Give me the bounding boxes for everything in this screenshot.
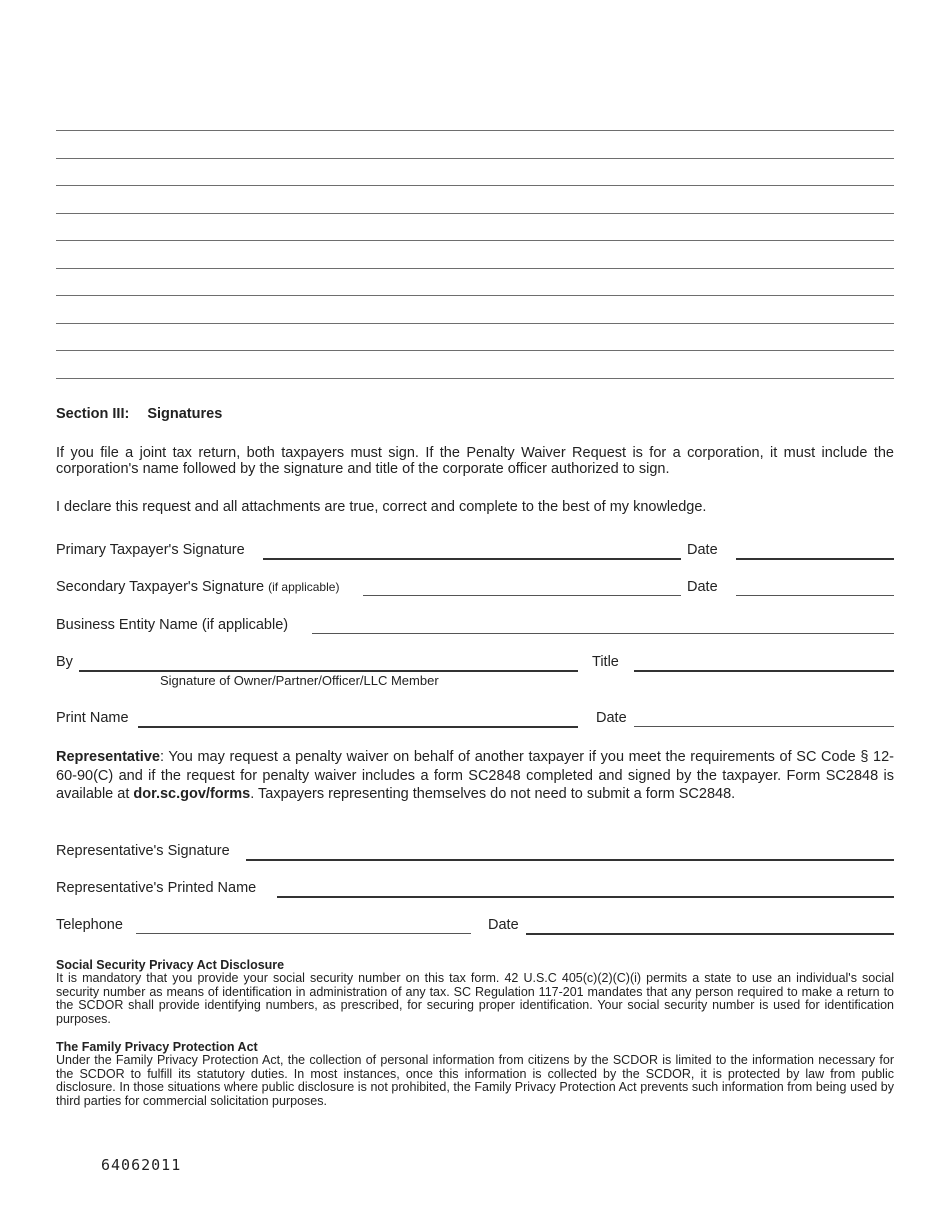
section-label: Section III:: [56, 406, 130, 422]
explanation-lines[interactable]: [56, 130, 894, 405]
telephone-label: Telephone: [56, 917, 123, 933]
secondary-signature-field[interactable]: [363, 595, 681, 596]
writing-line[interactable]: [56, 295, 894, 323]
primary-signature-field[interactable]: [263, 558, 681, 560]
rep-printed-name-row: [56, 880, 894, 900]
ss-privacy-text: It is mandatory that you provide your social security number on this tax form. 42 U.S.C 405(c)(2)(C)(i) permits a state to use an individual's social security number as means of identification in administration of any tax. SC Regulation 117-201 mandates that any person required to make a return to the SCDOR shall provide identifying numbers, as prescribed, for securing proper identification. Your social security number is used for identification purposes.: [56, 971, 894, 1026]
if-applicable-note: (if applicable): [268, 580, 340, 594]
rep-signature-field[interactable]: [246, 859, 894, 861]
owner-signature-caption: Signature of Owner/Partner/Officer/LLC Member: [160, 673, 439, 688]
family-privacy-heading: The Family Privacy Protection Act: [56, 1040, 258, 1054]
declaration-text: I declare this request and all attachments are true, correct and complete to the best of my knowledge.: [56, 499, 707, 515]
writing-line[interactable]: [56, 378, 894, 406]
print-name-field[interactable]: [138, 726, 578, 728]
family-privacy-text: Under the Family Privacy Protection Act, the collection of personal information from citizens by the SCDOR is limited to the information necessary for the SCDOR to fulfill its statutory duties. In most instances, once this information is collected by the SCDOR, it is protected by law from public disclosure. In those situations where public disclosure is not prohibited, the Family Privacy Protection Act prevents such information from being used by third parties for commercial solicitation purposes.: [56, 1053, 894, 1108]
writing-line[interactable]: [56, 240, 894, 268]
representative-lead: Representative: [56, 749, 160, 765]
ss-privacy-heading: Social Security Privacy Act Disclosure: [56, 958, 285, 972]
by-label: By: [56, 654, 73, 670]
rep-date-label: Date: [488, 917, 519, 933]
writing-line[interactable]: [56, 213, 894, 241]
secondary-signature-label: Secondary Taxpayer's Signature (if applicable): [56, 579, 340, 595]
primary-date-label: Date: [687, 542, 718, 558]
business-entity-label: Business Entity Name (if applicable): [56, 617, 289, 633]
writing-line[interactable]: [56, 130, 894, 158]
rep-signature-label: Representative's Signature: [56, 843, 230, 859]
primary-date-field[interactable]: [736, 558, 894, 560]
secondary-date-field[interactable]: [736, 595, 894, 596]
rep-date-field[interactable]: [526, 933, 894, 935]
telephone-row: [56, 917, 894, 937]
print-name-row: [56, 710, 894, 730]
rep-printed-name-field[interactable]: [277, 896, 894, 898]
representative-paragraph: Representative: You may request a penalty waiver on behalf of another taxpayer if you meet the requirements of SC Code § 12-60-90(C) and if the request for penalty waiver includes a form SC2848 completed and signed by the taxpayer. Form SC2848 is available at dor.sc.gov/forms. Taxpayers representing themselves do not need to submit a form SC2848.: [56, 749, 894, 802]
secondary-date-label: Date: [687, 579, 718, 595]
print-date-field[interactable]: [634, 726, 894, 727]
title-field[interactable]: [634, 670, 894, 672]
owner-signature-field[interactable]: [79, 670, 578, 672]
print-name-label: Print Name: [56, 710, 129, 726]
telephone-field[interactable]: [136, 933, 471, 934]
writing-line[interactable]: [56, 185, 894, 213]
secondary-signature-row: [56, 579, 894, 599]
by-title-row: [56, 654, 894, 688]
primary-signature-label: Primary Taxpayer's Signature: [56, 542, 245, 558]
writing-line[interactable]: [56, 158, 894, 186]
writing-line[interactable]: [56, 323, 894, 351]
rep-signature-row: [56, 843, 894, 863]
primary-signature-row: [56, 542, 894, 562]
print-date-label: Date: [596, 710, 627, 726]
section-title: Signatures: [147, 406, 223, 422]
forms-link[interactable]: dor.sc.gov/forms: [133, 786, 251, 802]
form-code: 64062011: [101, 1156, 182, 1174]
business-entity-field[interactable]: [312, 633, 894, 634]
title-label: Title: [592, 654, 619, 670]
writing-line[interactable]: [56, 268, 894, 296]
business-entity-row: [56, 617, 894, 637]
rep-printed-name-label: Representative's Printed Name: [56, 880, 257, 896]
writing-line[interactable]: [56, 350, 894, 378]
joint-return-instructions: If you file a joint tax return, both taxpayers must sign. If the Penalty Waiver Request is for a corporation, it must include the corporation's name followed by the signature and title of the corporate officer authorized to sign.: [56, 445, 894, 477]
section-heading: [56, 406, 222, 422]
